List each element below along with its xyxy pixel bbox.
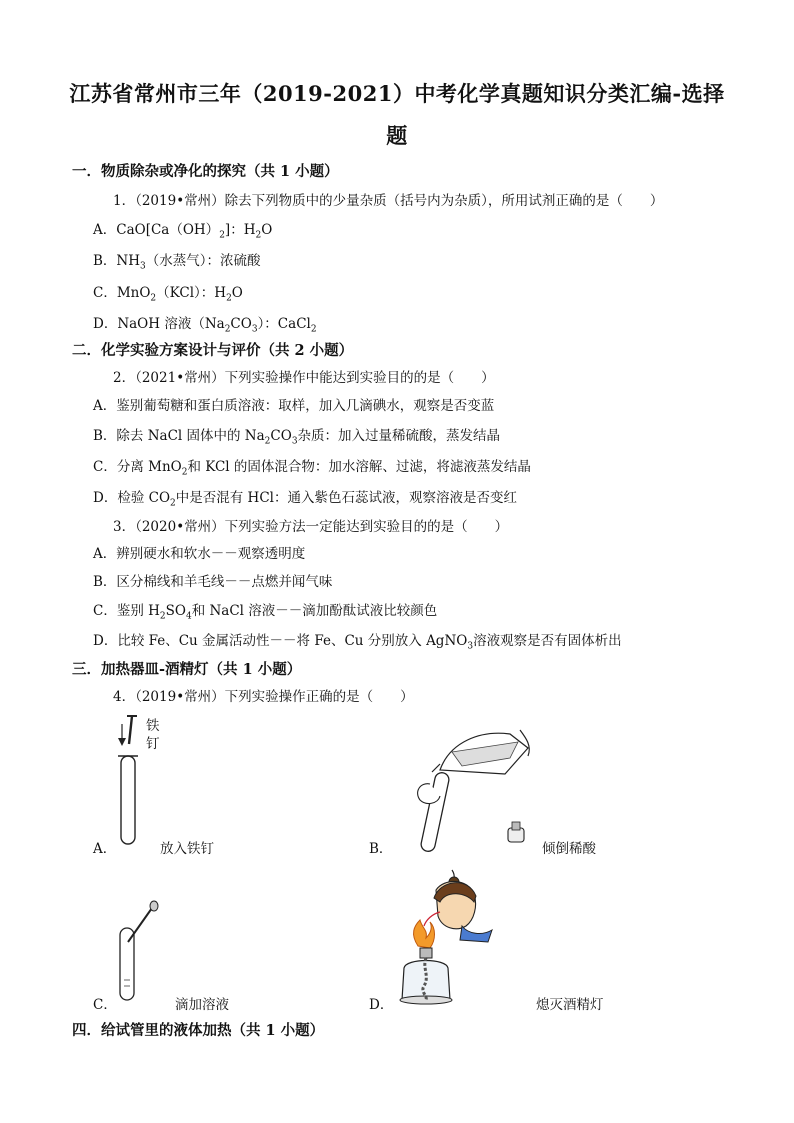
question-1-option-b: B．$NH_3$（水蒸气）：浓硫酸 (93, 253, 261, 272)
figure-c-caption: 滴加溶液 (175, 997, 229, 1013)
question-3-stem: 3．（2020•常州）下列实验方法一定能达到实验目的的是（ ） (113, 519, 509, 535)
figure-a-tag-line1: 铁 (146, 718, 160, 734)
question-2-option-d: D．检验 $CO_2$中是否混有 HCl：通入紫色石蕊试液，观察溶液是否变红 (93, 490, 517, 509)
question-1-option-a: A．$CaO[Ca(OH)_2]$：$H_2O$ (93, 222, 273, 241)
question-2-stem: 2．（2021•常州）下列实验操作中能达到实验目的的是（ ） (113, 370, 495, 386)
question-3-option-d: D．比较 Fe、Cu 金属活动性－－将 Fe、Cu 分别放入 AgNO$_3$溶液观察是否有固体析出 (93, 633, 622, 652)
figure-b-letter: B． (369, 841, 393, 857)
document-title-line1: 江苏省常州市三年（2019-2021）中考化学真题知识分类汇编-选择 (69, 81, 725, 106)
section-heading-4: 四．给试管里的液体加热（共 1 小题） (72, 1022, 325, 1039)
figure-b-pouring-acid (410, 712, 540, 852)
section-heading-3: 三．加热器皿-酒精灯（共 1 小题） (72, 661, 302, 678)
question-2-option-c: C．分离 MnO$_2$和 KCl 的固体混合物：加水溶解、过滤，将滤液蒸发结晶 (93, 459, 531, 478)
question-2-option-a: A．鉴别葡萄糖和蛋白质溶液：取样，加入几滴碘水，观察是否变蓝 (93, 398, 495, 414)
figure-c-letter: C． (93, 997, 117, 1013)
section-heading-2: 二．化学实验方案设计与评价（共 2 小题） (72, 342, 354, 359)
figure-a-tag-line2: 钉 (146, 736, 160, 752)
question-1-option-d: D．NaOH 溶液$(Na_2CO_3)$：CaCl$_2$ (93, 316, 317, 335)
question-1-stem: 1．（2019•常州）除去下列物质中的少量杂质（括号内为杂质），所用试剂正确的是（ ） (113, 193, 664, 209)
section-heading-1: 一．物质除杂或净化的探究（共 1 小题） (72, 163, 339, 180)
question-3-option-c: C．鉴别 $H_2SO_4$和 NaCl 溶液－－滴加酚酞试液比较颜色 (93, 603, 438, 622)
figure-d-letter: D． (369, 997, 394, 1013)
question-2-option-b: B．除去 NaCl 固体中的 $Na_2CO_3$杂质：加入过量稀硫酸，蒸发结晶 (93, 428, 501, 447)
question-3-option-b: B．区分棉线和羊毛线－－点燃并闻气味 (93, 574, 333, 590)
figure-d-caption: 熄灭酒精灯 (536, 997, 604, 1013)
question-4-stem: 4．（2019•常州）下列实验操作正确的是（ ） (113, 689, 414, 705)
figure-c-dropper-test-tube (108, 900, 168, 1004)
question-3-option-a: A．辨别硬水和软水－－观察透明度 (93, 546, 306, 562)
figure-d-alcohol-lamp (396, 868, 516, 1008)
document-title-line2: 题 (386, 123, 408, 148)
figure-a-letter: A． (93, 841, 117, 857)
figure-a-caption: 放入铁钉 (160, 841, 214, 857)
figure-b-caption: 倾倒稀酸 (542, 841, 596, 857)
question-1-option-c: C．MnO$_2$（KCl）：$H_2O$ (93, 285, 243, 304)
